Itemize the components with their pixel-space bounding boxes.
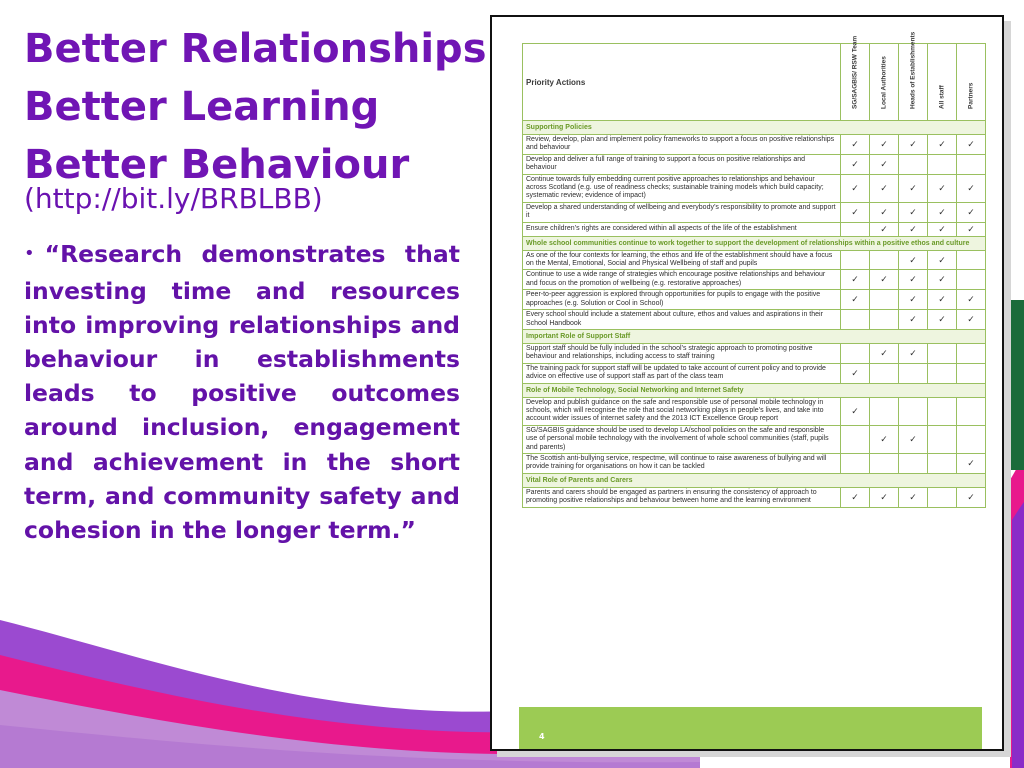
check-icon: ✓ <box>841 135 870 155</box>
section-heading-row <box>523 121 986 135</box>
check-icon: ✓ <box>899 487 928 507</box>
check-icon: ✓ <box>928 310 957 330</box>
check-icon: ✓ <box>870 174 899 202</box>
action-text: Continue to use a wide range of strategies which encourage positive relationships and behaviour and focus on the promotion of wellbeing (e.g. restorative approaches) <box>523 270 841 290</box>
empty-cell <box>870 250 899 270</box>
check-icon: ✓ <box>957 174 986 202</box>
check-icon: ✓ <box>899 250 928 270</box>
table-row <box>523 453 986 473</box>
section-heading-row <box>523 473 986 487</box>
check-icon: ✓ <box>841 154 870 174</box>
title-line-3: Better Behaviour <box>24 142 410 188</box>
table-row <box>523 222 986 236</box>
table-row <box>523 154 986 174</box>
title-url[interactable]: (http://bit.ly/BRBLBB) <box>24 182 323 215</box>
action-text: Ensure children’s rights are considered within all aspects of the life of the establishment <box>523 222 841 236</box>
check-icon: ✓ <box>899 310 928 330</box>
action-text: Every school should include a statement about culture, ethos and values and aspirations in their School Handbook <box>523 310 841 330</box>
title-line-2: Better Learning <box>24 84 380 130</box>
table-body <box>523 121 986 508</box>
section-heading-row <box>523 329 986 343</box>
check-icon: ✓ <box>870 202 899 222</box>
check-icon: ✓ <box>870 222 899 236</box>
quote-text: “Research demonstrates that investing time and resources into improving relationships and behaviour in establishments leads to positive outcomes around inclusion, engagement and achievement in the short term, and community safety and cohesion in the longer term.” <box>24 240 460 544</box>
action-text: The Scottish anti-bullying service, respectme, will continue to raise awareness of bullying and will provide training for organisations on how it can be tackled <box>523 453 841 473</box>
check-icon: ✓ <box>841 202 870 222</box>
check-icon: ✓ <box>899 290 928 310</box>
check-icon: ✓ <box>928 250 957 270</box>
check-icon: ✓ <box>928 222 957 236</box>
empty-cell <box>957 363 986 383</box>
table-row <box>523 290 986 310</box>
check-icon: ✓ <box>899 202 928 222</box>
empty-cell <box>870 453 899 473</box>
check-icon: ✓ <box>870 425 899 453</box>
check-icon: ✓ <box>928 202 957 222</box>
section-heading: Whole school communities continue to work together to support the development of relationships within a positive ethos and culture <box>523 236 986 250</box>
check-icon: ✓ <box>899 135 928 155</box>
column-header-all-staff: All staff <box>928 44 957 121</box>
document-page <box>490 15 1004 751</box>
empty-cell <box>928 425 957 453</box>
column-header-local-authorities: Local Authorities <box>870 44 899 121</box>
title-line-1: Better Relationships <box>24 26 487 72</box>
check-icon: ✓ <box>841 174 870 202</box>
check-icon: ✓ <box>899 343 928 363</box>
priority-actions-header: Priority Actions <box>523 44 841 121</box>
check-icon: ✓ <box>899 174 928 202</box>
table-row <box>523 202 986 222</box>
action-text: Develop and publish guidance on the safe and responsible use of personal mobile technology in schools, which will recognise the role that social networking plays in people’s lives, and take into account wider issues of internet safety and the 2013 ICT Excellence Group report <box>523 397 841 425</box>
table-row <box>523 250 986 270</box>
table-row <box>523 270 986 290</box>
check-icon: ✓ <box>899 270 928 290</box>
table-row <box>523 363 986 383</box>
section-heading-row <box>523 383 986 397</box>
action-text: Continue towards fully embedding current positive approaches to relationships and behaviour across Scotland (e.g. use of readiness checks; sustainable training models which build capacity; systematic review; evidence of impact) <box>523 174 841 202</box>
check-icon: ✓ <box>957 487 986 507</box>
table-row <box>523 174 986 202</box>
check-icon: ✓ <box>957 222 986 236</box>
check-icon: ✓ <box>841 397 870 425</box>
column-header-partners: Partners <box>957 44 986 121</box>
empty-cell <box>899 453 928 473</box>
table-row <box>523 487 986 507</box>
bullet-marker: • <box>24 243 35 264</box>
section-heading: Supporting Policies <box>523 121 986 135</box>
empty-cell <box>899 363 928 383</box>
empty-cell <box>928 453 957 473</box>
empty-cell <box>841 453 870 473</box>
empty-cell <box>899 397 928 425</box>
empty-cell <box>841 250 870 270</box>
check-icon: ✓ <box>928 174 957 202</box>
document-footer-bar <box>519 707 982 749</box>
empty-cell <box>870 363 899 383</box>
check-icon: ✓ <box>870 270 899 290</box>
empty-cell <box>928 154 957 174</box>
table-header-row <box>523 44 986 121</box>
check-icon: ✓ <box>957 310 986 330</box>
action-text: SG/SAGBIS guidance should be used to develop LA/school policies on the safe and responsible use of personal mobile technology with the involvement of whole school communities (staff, pupils and parents) <box>523 425 841 453</box>
empty-cell <box>870 397 899 425</box>
check-icon: ✓ <box>841 290 870 310</box>
check-icon: ✓ <box>841 487 870 507</box>
empty-cell <box>957 250 986 270</box>
empty-cell <box>870 310 899 330</box>
empty-cell <box>928 397 957 425</box>
check-icon: ✓ <box>841 270 870 290</box>
action-text: Develop a shared understanding of wellbeing and everybody’s responsibility to promote and support it <box>523 202 841 222</box>
check-icon: ✓ <box>957 202 986 222</box>
empty-cell <box>928 487 957 507</box>
action-text: Review, develop, plan and implement policy frameworks to support a focus on positive relationships and behaviour <box>523 135 841 155</box>
action-text: Parents and carers should be engaged as partners in ensuring the consistency of approach to promoting positive relationships and behaviour between home and the learning environment <box>523 487 841 507</box>
section-heading: Vital Role of Parents and Carers <box>523 473 986 487</box>
check-icon: ✓ <box>928 270 957 290</box>
empty-cell <box>928 343 957 363</box>
table-row <box>523 343 986 363</box>
check-icon: ✓ <box>899 425 928 453</box>
empty-cell <box>957 425 986 453</box>
section-heading: Role of Mobile Technology, Social Networking and Internet Safety <box>523 383 986 397</box>
table-row <box>523 397 986 425</box>
check-icon: ✓ <box>899 222 928 236</box>
section-heading: Important Role of Support Staff <box>523 329 986 343</box>
empty-cell <box>957 270 986 290</box>
check-icon: ✓ <box>870 487 899 507</box>
column-header-sg: SG/SAGBIS/ RSW Team <box>841 44 870 121</box>
empty-cell <box>841 343 870 363</box>
empty-cell <box>957 343 986 363</box>
section-heading-row <box>523 236 986 250</box>
check-icon: ✓ <box>870 154 899 174</box>
check-icon: ✓ <box>870 135 899 155</box>
action-text: Develop and deliver a full range of training to support a focus on positive relationships and behaviour <box>523 154 841 174</box>
priority-actions-table <box>522 31 986 508</box>
page-number: 4 <box>539 732 545 741</box>
empty-cell <box>899 154 928 174</box>
check-icon: ✓ <box>841 363 870 383</box>
empty-cell <box>841 425 870 453</box>
empty-cell <box>870 290 899 310</box>
action-text: Support staff should be fully included in the school’s strategic approach to promoting positive behaviour and relationships, including access to staff training <box>523 343 841 363</box>
empty-cell <box>957 397 986 425</box>
table-row <box>523 135 986 155</box>
quote-paragraph <box>24 237 460 547</box>
check-icon: ✓ <box>870 343 899 363</box>
check-icon: ✓ <box>928 290 957 310</box>
check-icon: ✓ <box>928 135 957 155</box>
column-header-heads: Heads of Establishments <box>899 44 928 121</box>
check-icon: ✓ <box>957 135 986 155</box>
empty-cell <box>841 310 870 330</box>
empty-cell <box>957 154 986 174</box>
action-text: The training pack for support staff will be updated to take account of current policy and to provide advice on effective use of support staff as part of the class team <box>523 363 841 383</box>
check-icon: ✓ <box>957 290 986 310</box>
empty-cell <box>841 222 870 236</box>
check-icon: ✓ <box>957 453 986 473</box>
action-text: As one of the four contexts for learning, the ethos and life of the establishment should have a focus on the Mental, Emotional, Social and Physical Wellbeing of staff and pupils <box>523 250 841 270</box>
action-text: Peer-to-peer aggression is explored through opportunities for pupils to engage with the positive approaches (e.g. Solution or Cool in School) <box>523 290 841 310</box>
empty-cell <box>928 363 957 383</box>
slide-title <box>24 20 514 194</box>
table-row <box>523 425 986 453</box>
table-row <box>523 310 986 330</box>
